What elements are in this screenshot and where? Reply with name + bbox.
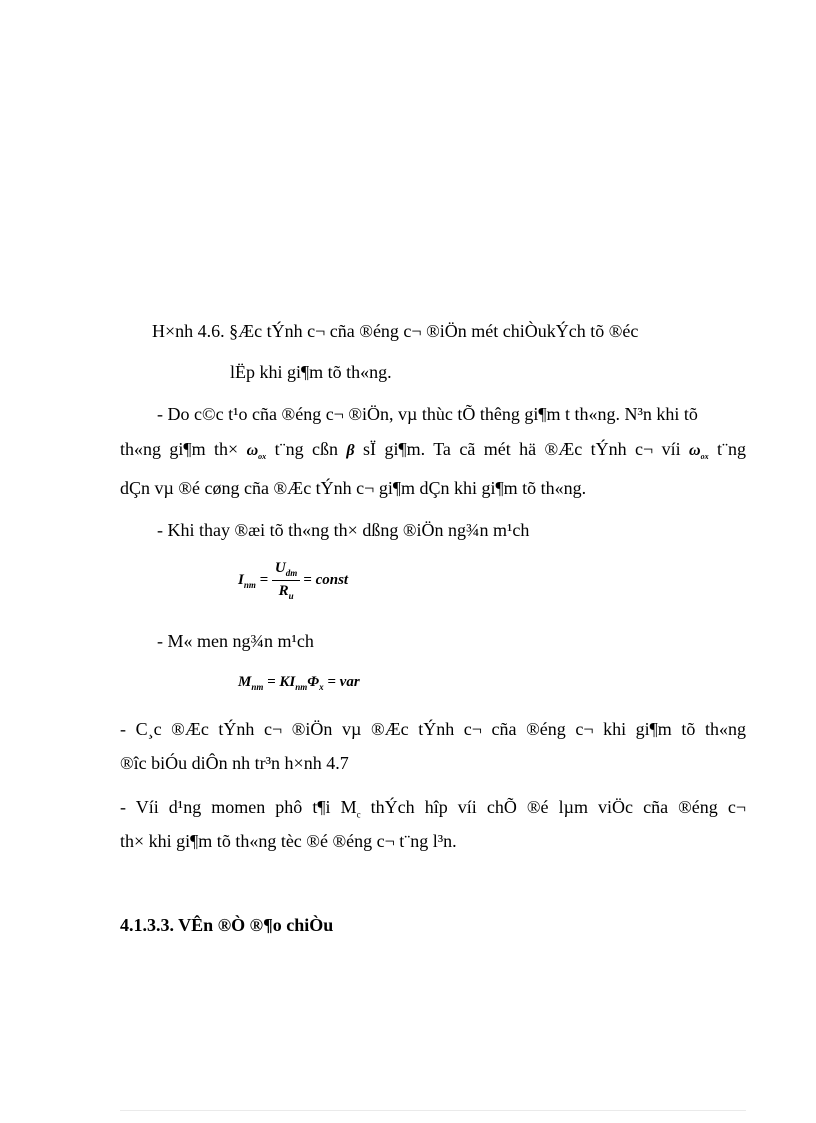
paragraph-3-line-1: - M« men ng¾n m¹ch bbox=[157, 631, 314, 651]
omega-symbol: $\omega_{ox}$ bbox=[246, 442, 267, 462]
paragraph-5-line-1: - Víi d¹ng momen phô t¶i $M_c$ thÝch hîp víi chÕ ®é lµm viÖc cña ®éng c¬ bbox=[120, 797, 746, 820]
paragraph-1-line-3: dÇn vµ ®é cøng cña ®Æc tÝnh c¬ gi¶m dÇn khi gi¶m tõ th«ng. bbox=[120, 478, 587, 498]
p1-text-d: t¨ng bbox=[717, 439, 747, 459]
page-bottom-rule bbox=[120, 1110, 746, 1111]
p1-text-b: t¨ng cßn bbox=[274, 439, 338, 459]
p1-text-c: sÏ gi¶m. Ta cã mét hä ®Æc tÝnh c¬ víi bbox=[363, 439, 681, 459]
figure-caption-line-1: H×nh 4.6. §Æc tÝnh c¬ cña ®éng c¬ ®iÖn mét chiÒukÝch tõ ®éc bbox=[152, 321, 639, 341]
beta-symbol: β bbox=[346, 442, 355, 459]
paragraph-4-line-2: ®îc biÓu diÔn nh tr³n h×nh 4.7 bbox=[120, 753, 349, 773]
formula-short-circuit-current: $I_{nm}$ = $\frac{U_{dm}}{R_u}$ = const bbox=[238, 560, 349, 601]
paragraph-1-line-2 bbox=[120, 438, 746, 468]
section-heading: 4.1.3.3. VÊn ®Ò ®¶o chiÒu bbox=[120, 915, 334, 935]
paragraph-2-line-1: - Khi thay ®æi tõ th«ng th× dßng ®iÖn ng¾n m¹ch bbox=[157, 520, 530, 540]
paragraph-1-line-1: - Do c©c t¹o cña ®éng c¬ ®iÖn, vµ thùc tÕ thêng gi¶m t th«ng. N³n khi tõ bbox=[157, 404, 698, 424]
formula-short-circuit-torque: $M_{nm} = KI_{nm}\Phi_x$ = var bbox=[238, 674, 360, 692]
paragraph-5-line-2: th× khi gi¶m tõ th«ng tèc ®é ®éng c¬ t¨ng l³n. bbox=[120, 831, 457, 851]
figure-caption-line-2: lËp khi gi¶m tõ th«ng. bbox=[230, 362, 392, 382]
omega-symbol-2: $\omega_{ox}$ bbox=[689, 442, 709, 462]
paragraph-4-line-1: - C¸c ®Æc tÝnh c¬ ®iÖn vµ ®Æc tÝnh c¬ cña ®éng c¬ khi gi¶m tõ th«ng bbox=[120, 719, 746, 739]
p1-text-a: th«ng gi¶m th× bbox=[120, 439, 239, 459]
